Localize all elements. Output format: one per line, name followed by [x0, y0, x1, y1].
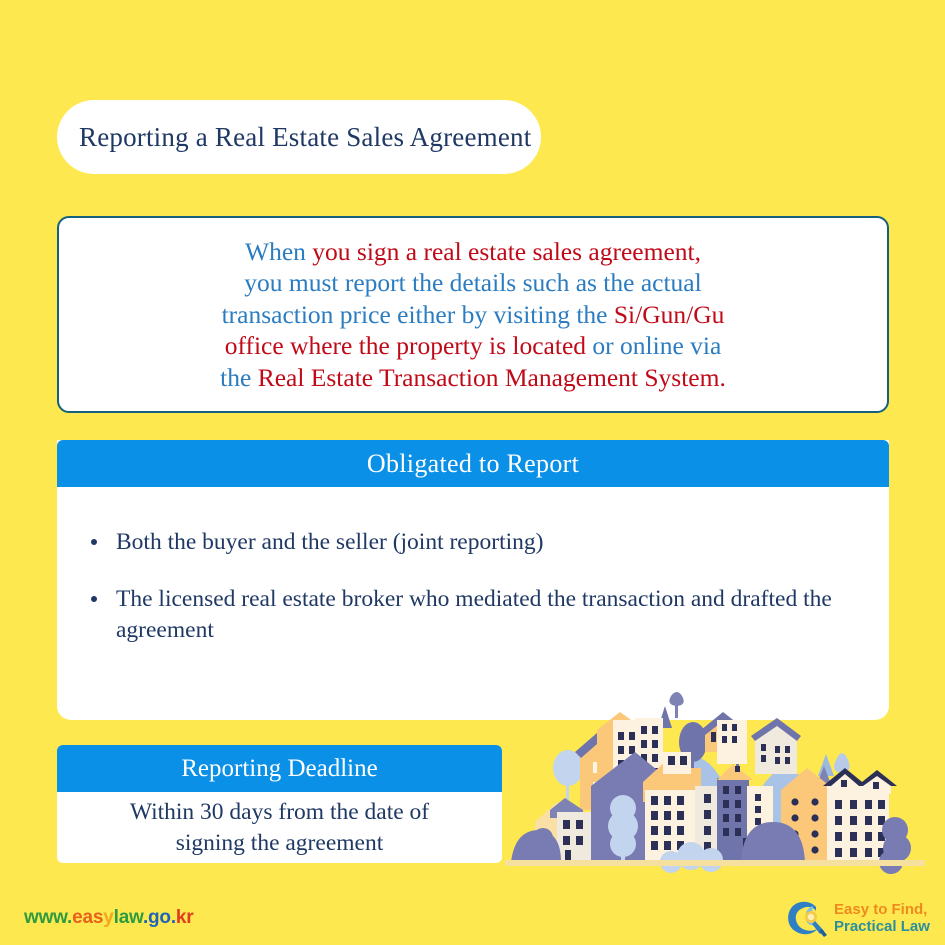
list-item	[83, 527, 849, 558]
bullet-icon	[91, 539, 97, 545]
magnifier-swirl-icon	[786, 898, 830, 938]
easylaw-logo[interactable]	[786, 896, 938, 940]
deadline-line1: Within 30 days from the date of	[129, 798, 430, 825]
obligated-list	[57, 487, 889, 646]
deadline-card	[57, 745, 502, 863]
list-item-label: Both the buyer and the seller (joint reporting)	[116, 529, 544, 555]
page-title-pill	[57, 100, 541, 174]
bullet-icon	[91, 596, 97, 602]
intro-line2: you must report the details such as the actual	[244, 268, 702, 298]
obligated-header-label: Obligated to Report	[366, 448, 580, 478]
url-part-www: www.	[24, 907, 73, 928]
url-part-e: e	[72, 907, 83, 928]
deadline-text	[130, 797, 429, 859]
city-illustration	[505, 690, 925, 880]
page-title: Reporting a Real Estate Sales Agreement	[79, 121, 532, 152]
list-item	[83, 584, 849, 646]
logo-tagline-line1: Easy to Find,	[834, 901, 928, 918]
intro-line3-red: Si/Gun/Gu	[613, 299, 725, 329]
intro-line4-red: office where the property is located	[224, 331, 587, 361]
url-part-law: law	[113, 907, 143, 928]
list-item-label: The licensed real estate broker who mediated the transaction and drafted the agreement	[116, 586, 832, 643]
intro-line5-blue: the	[220, 362, 258, 392]
url-part-kr: kr	[175, 907, 194, 928]
url-part-go: .go.	[142, 907, 176, 928]
logo-tagline-line2: Practical Law	[834, 918, 930, 935]
intro-line3-blue: transaction price either by visiting the	[221, 299, 614, 329]
intro-line4-blue: or online via	[586, 331, 722, 361]
deadline-body	[57, 792, 502, 863]
deadline-header	[57, 745, 502, 792]
url-part-y: y	[103, 907, 114, 928]
footer-url[interactable]	[24, 907, 193, 929]
intro-card	[57, 216, 889, 413]
obligated-header	[57, 440, 889, 487]
intro-line5-red: Real Estate Transaction Management System.	[257, 362, 726, 392]
deadline-line2: signing the agreement	[175, 829, 384, 856]
intro-line1-red: you sign a real estate sales agreement,	[312, 236, 701, 266]
deadline-header-label: Reporting Deadline	[181, 754, 378, 782]
logo-wordmark	[834, 901, 930, 935]
url-part-as: as	[82, 907, 104, 928]
intro-text	[206, 236, 740, 394]
intro-line1-blue: When	[245, 236, 313, 266]
